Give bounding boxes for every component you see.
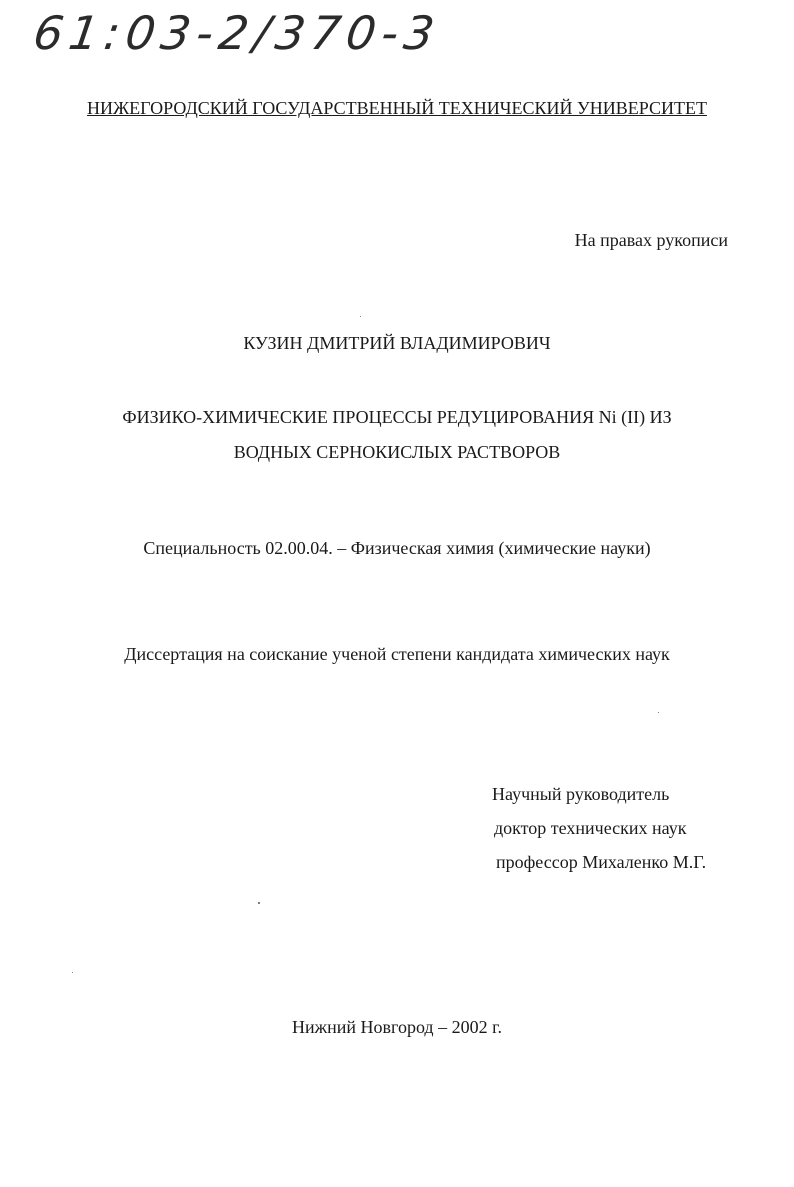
university-name: НИЖЕГОРОДСКИЙ ГОСУДАРСТВЕННЫЙ ТЕХНИЧЕСКИЙ УНИВЕРСИТЕТ xyxy=(87,98,707,118)
scan-speck xyxy=(658,712,659,713)
scan-speck xyxy=(360,316,361,317)
author-name: КУЗИН ДМИТРИЙ ВЛАДИМИРОВИЧ xyxy=(243,333,551,353)
supervisor-degree: доктор технических наук xyxy=(494,818,687,838)
rights-note: На правах рукописи xyxy=(574,230,728,250)
scan-speck xyxy=(258,902,260,904)
scan-speck xyxy=(72,972,73,973)
dissertation-title xyxy=(0,400,794,470)
supervisor-block xyxy=(492,777,706,879)
dissertation-type: Диссертация на соискание ученой степени кандидата химических наук xyxy=(124,644,670,664)
archive-number-handwritten: 61:03-2/370-3 xyxy=(30,6,444,60)
specialty: Специальность 02.00.04. – Физическая химия (химические науки) xyxy=(143,538,651,558)
title-line-1: ФИЗИКО-ХИМИЧЕСКИЕ ПРОЦЕССЫ РЕДУЦИРОВАНИЯ Ni (II) ИЗ xyxy=(122,407,672,427)
supervisor-role: Научный руководитель xyxy=(492,784,670,804)
title-line-2: ВОДНЫХ СЕРНОКИСЛЫХ РАСТВОРОВ xyxy=(233,442,561,462)
supervisor-name: профессор Михаленко М.Г. xyxy=(496,852,707,872)
city-year: Нижний Новгород – 2002 г. xyxy=(292,1017,502,1037)
